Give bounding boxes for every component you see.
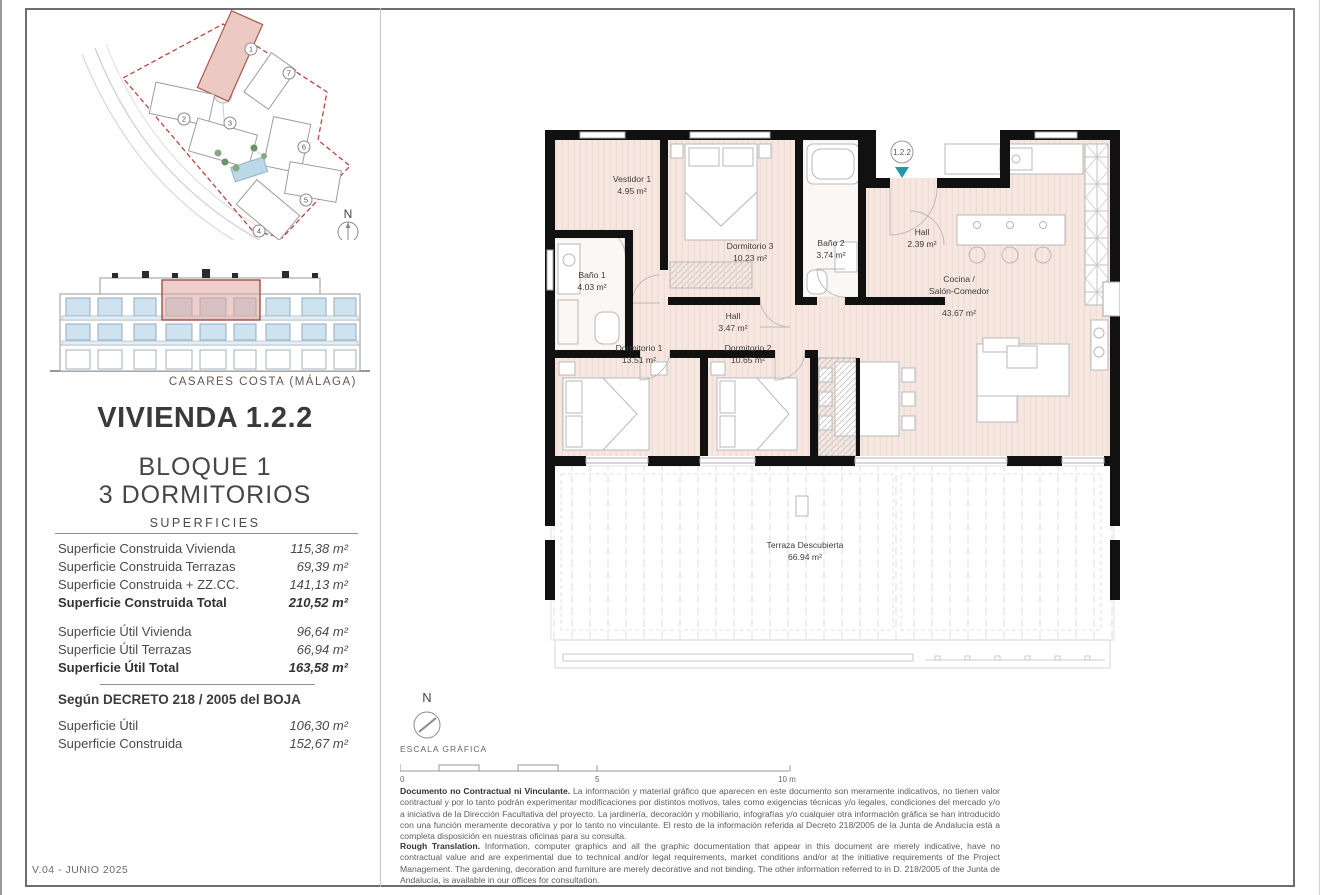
window-row-middle: [66, 324, 356, 340]
scale-tick-10: 10 m: [778, 775, 796, 784]
row-label: Superficie Útil Total: [58, 660, 180, 675]
row-label: Superficie Útil: [58, 718, 139, 733]
tree: [215, 150, 222, 157]
table-row: [58, 642, 348, 660]
room-name: Salón-Comedor: [928, 286, 990, 296]
north-label: N: [422, 690, 432, 705]
room-area: 4.95 m²: [617, 186, 647, 196]
terrace: [551, 466, 1114, 668]
unit-highlight: [162, 280, 260, 320]
plan-north-compass: [402, 688, 462, 750]
room-area: 66.94 m²: [788, 552, 822, 562]
balcony-rail: [62, 341, 358, 345]
room-area: 13.51 m²: [622, 355, 656, 365]
row-label: Superficie Construida Total: [58, 595, 227, 610]
row-value: 163,58 m²: [288, 660, 348, 675]
disclaimer-english: [400, 841, 1000, 886]
row-value: 115,38 m²: [290, 541, 348, 556]
panel-divider: [380, 8, 381, 887]
svg-text:4: 4: [256, 226, 262, 236]
kitchen-island: [957, 215, 1065, 245]
row-label: Superficie Construida: [58, 736, 183, 751]
wardrobe-strip: [818, 358, 856, 456]
bathtub-bath2: [807, 144, 859, 184]
divider-rule: [55, 533, 358, 534]
scale-tick-0: 0: [400, 775, 405, 784]
building-7: [244, 53, 296, 110]
building-elevation: [50, 258, 370, 378]
tree: [261, 153, 267, 159]
room-name: Dormitorio 1: [615, 343, 663, 353]
table-row: [58, 624, 348, 642]
scale-bar-graphic: [400, 742, 820, 786]
table-row: [58, 559, 348, 577]
room-name: Terraza Descubierta: [766, 540, 844, 550]
table-row: [58, 541, 348, 559]
svg-text:6: 6: [301, 142, 307, 152]
row-value: 66,94 m²: [296, 642, 348, 657]
table-row: [58, 718, 348, 736]
closet-dorm3: [670, 262, 752, 288]
svg-text:7: 7: [286, 68, 292, 78]
window-row-ground: [66, 350, 356, 369]
building-5: [285, 162, 342, 203]
superficies-heading: SUPERFICIES: [149, 516, 261, 530]
row-value: 96,64 m²: [296, 624, 348, 639]
side-counter: [1091, 320, 1108, 370]
row-label: Superficie Construida + ZZ.CC.: [58, 577, 239, 592]
disclaimer-es-text: La información y material gráfico que aparecen en este documento son meramente indicativos, no tienen valor contractual y por lo tanto podrán experimentar modificaciones por distintos motivos, tales como exigencias técnicas y/o legales, condiciones del mercado y/o a iniciativa de la Dirección Facultativa del proyecto. La jardinería, decoración y mobiliario, infografías y/o cualquier otra información gráfica se han introducido con una función meramente decorativa y por lo tanto no vinculante. El resto de la información referida al Decreto 218/2005 de la Junta de Andalucía está a completa disposición en nuestras oficinas para su consulta.: [400, 786, 1001, 842]
scale-tick-5: 5: [595, 775, 600, 784]
toilet-bath1: [595, 312, 619, 344]
row-value: 152,67 m²: [289, 736, 348, 751]
svg-text:5: 5: [303, 195, 309, 205]
chaise: [977, 396, 1017, 422]
decreto-heading: Según DECRETO 218 / 2005 del BOJA: [58, 692, 301, 707]
room-area: 3.74 m²: [816, 250, 846, 260]
room-name: Dormitorio 2: [724, 343, 772, 353]
roof-elements: [112, 269, 318, 278]
table-row: [58, 736, 348, 754]
row-label: Superficie Construida Terrazas: [58, 559, 236, 574]
site-plan: [40, 10, 380, 240]
table-row-total: [58, 660, 348, 678]
location-caption: CASARES COSTA (MÁLAGA): [168, 376, 357, 388]
scale-label: ESCALA GRÁFICA: [400, 744, 488, 754]
tree: [233, 165, 240, 172]
svg-text:N: N: [343, 207, 353, 221]
page-title: VIVIENDA 1.2.2: [97, 402, 313, 434]
row-value: 69,39 m²: [296, 559, 348, 574]
disclaimer-es-lead: Documento no Contractual ni Vinculante.: [400, 786, 571, 796]
disclaimer-spanish: [400, 786, 1000, 843]
room-name: Baño 2: [817, 238, 845, 248]
block-subtitle: BLOQUE 1: [138, 453, 272, 481]
room-name: Hall: [725, 311, 741, 321]
unit-badge-label: 1.2.2: [893, 148, 911, 157]
row-value: 106,30 m²: [289, 718, 348, 733]
row-value: 141,13 m²: [289, 577, 348, 592]
kitchen-tall-units: [1085, 144, 1108, 305]
divider-rule: [100, 684, 315, 685]
table-row: [58, 577, 348, 595]
disclaimer-en-text: Information, computer graphics and all the graphic documentation that appear in this document are merely indicative, have no contractual value and are experimental due to technical and/or legal requirements, market conditions and/or at the initiative requirements of the Project Management. The gardening, decoration and furniture are merely decorative and not binding. The other information referred to in D. 218/2005 of the Junta de Andalucía, is available in our offices for consultation.: [400, 841, 1000, 886]
room-area: 4.03 m²: [577, 282, 607, 292]
row-label: Superficie Construida Vivienda: [58, 541, 236, 556]
site-north-compass: [338, 207, 358, 240]
svg-text:3: 3: [227, 118, 233, 128]
svg-text:1: 1: [248, 44, 254, 54]
row-label: Superficie Útil Terrazas: [58, 642, 192, 657]
room-name: Dormitorio 3: [726, 241, 774, 251]
tree: [251, 145, 258, 152]
version-label: V.04 - JUNIO 2025: [32, 864, 129, 876]
svg-text:2: 2: [181, 114, 187, 124]
floor-plan: [545, 130, 1120, 678]
room-area: 3.47 m²: [718, 323, 748, 333]
row-value: 210,52 m²: [288, 595, 348, 610]
row-label: Superficie Útil Vivienda: [58, 624, 192, 639]
disclaimer-en-lead: Rough Translation.: [400, 841, 481, 851]
tree: [222, 159, 229, 166]
room-area: 10.23 m²: [733, 253, 767, 263]
room-area: 2.39 m²: [907, 239, 937, 249]
room-area: 10.65 m²: [731, 355, 765, 365]
scale-bar: [400, 742, 820, 791]
room-name: Cocina /: [943, 274, 975, 284]
room-name: Baño 1: [578, 270, 606, 280]
compass-needle: [419, 718, 436, 732]
terrace-light: [796, 496, 808, 516]
room-name: Hall: [914, 227, 930, 237]
room-area: 43.67 m²: [942, 308, 976, 318]
page-left-edge: [0, 0, 2, 895]
room-name: Vestidor 1: [612, 174, 652, 184]
table-row-total: [58, 595, 348, 613]
bedrooms-subtitle: 3 DORMITORIOS: [98, 481, 312, 509]
